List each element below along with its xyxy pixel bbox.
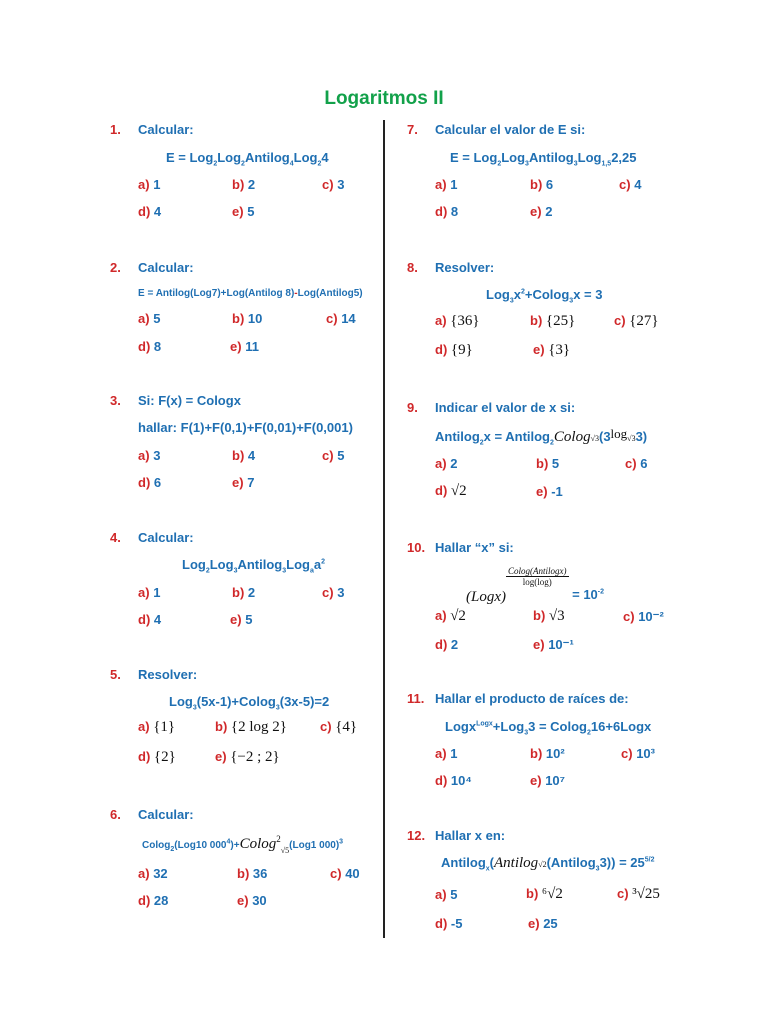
problem-prompt: Calcular el valor de E si: [435,122,586,137]
option-c[interactable]: c) 40 [330,866,360,881]
option-c[interactable]: c) {27} [614,313,659,329]
problem-4-formula: $Log_2Log_3Antilog_3Log_aa^2$ [182,557,326,575]
page-title: Logaritmos II [324,88,444,109]
option-b[interactable]: b) 5 [536,456,560,471]
option-e[interactable]: e) 5 [230,612,253,627]
option-c[interactable]: c) 4 [619,177,642,192]
problem-3-formula: hallar: F(1)+F(0,1)+F(0,01)+F(0,001) [138,420,353,435]
option-b[interactable]: b) 2 [232,585,256,600]
option-d[interactable]: d) 28 [138,893,169,908]
option-c[interactable]: c) 5 [322,448,345,463]
problem-number: 9. [407,400,418,415]
option-d[interactable]: d) 2 [435,637,459,652]
problem-10-formula: (Logx) $\frac{\text{Colog(Antilogx)}}{\log(\log)}$ = $10^{-2}$ [466,566,605,605]
option-e[interactable]: e) 10⁷ [530,773,566,788]
problem-number: 10. [407,540,426,555]
problem-12-formula: Antilog$_x$(Antilog√2(Antilog$_3$3)) = $25^{5/2}$ [441,855,655,873]
option-d[interactable]: d) 4 [138,612,162,627]
option-d[interactable]: d) √2 [435,483,467,499]
option-c[interactable]: c) 6 [625,456,648,471]
option-a[interactable]: a) 1 [435,177,458,192]
problem-prompt: Resolver: [138,667,198,682]
option-e[interactable]: e) 7 [232,475,255,490]
problem-number: 11. [407,691,425,706]
problem-5-formula: Log$_3$(5x-1)+Colog$_3$(3x-5)=2 [169,694,330,712]
option-e[interactable]: e) 5 [232,204,255,219]
problem-number: 3. [110,393,121,408]
option-c[interactable]: c) 14 [326,311,356,326]
option-b[interactable]: b) 10 [232,311,263,326]
option-d[interactable]: d) {9} [435,342,473,358]
option-a[interactable]: a) {36} [435,313,480,329]
problem-6-formula: Colog$_2$(Log10 $000^4)+Colog2_{√5}(Log1$ 000)$^3$ [142,834,344,855]
problem-number: 8. [407,260,418,275]
option-c[interactable]: c) {4} [320,719,358,735]
option-a[interactable]: a) 1 [138,585,161,600]
problem-number: 7. [407,122,418,137]
problem-number: 1. [110,122,121,137]
option-d[interactable]: d) 4 [138,204,162,219]
problem-prompt: Calcular: [138,530,194,545]
problem-1-formula: E = Log$_2$Log$_2$Antilog$_4$Log$_2$4 [166,150,329,168]
option-b[interactable]: b) √3 [533,608,565,624]
problem-prompt: Hallar x en: [435,828,506,843]
option-a[interactable]: a) 3 [138,448,161,463]
option-b[interactable]: b) 4 [232,448,256,463]
option-b[interactable]: b) 10² [530,746,565,761]
problem-number: 6. [110,807,121,822]
option-b[interactable]: b) 2 [232,177,256,192]
problem-prompt: Calcular: [138,807,194,822]
column-divider [383,120,385,938]
problem-7-formula: E = Log$_2$Log$_3$Antilog$_3$Log$_{1,5}$2,25 [450,150,637,168]
option-e[interactable]: e) 2 [530,204,553,219]
option-b[interactable]: b) {2 log 2} [215,719,287,735]
problem-11-formula: Logx$^{Logx}$+Log$_3$3 = Colog$_2$16+6Logx [445,719,652,737]
option-e[interactable]: e) {3} [533,342,571,358]
problem-prompt: Calcular: [138,260,194,275]
problem-8-formula: $Log_3x^2+Colog_3x = 3$ [486,287,603,305]
problem-prompt: Hallar el producto de raíces de: [435,691,629,706]
option-c[interactable]: c) 3 [322,177,345,192]
problem-prompt: Resolver: [435,260,495,275]
option-a[interactable]: a) 1 [435,746,458,761]
option-e[interactable]: e) 25 [528,916,558,931]
option-d[interactable]: d) 6 [138,475,162,490]
option-a[interactable]: a) 2 [435,456,458,471]
option-d[interactable]: d) 8 [435,204,459,219]
option-a[interactable]: a) √2 [435,608,466,624]
option-a[interactable]: a) {1} [138,719,176,735]
option-b[interactable]: b) 6 [530,177,554,192]
option-b[interactable]: b) 36 [237,866,268,881]
option-e[interactable]: e) 30 [237,893,267,908]
problem-number: 2. [110,260,121,275]
problem-prompt: Indicar el valor de x si: [435,400,576,415]
option-e[interactable]: e) 10⁻¹ [533,637,574,652]
option-e[interactable]: e) {−2 ; 2} [215,749,280,765]
option-e[interactable]: e) -1 [536,484,563,499]
option-a[interactable]: a) 5 [138,311,161,326]
option-d[interactable]: d) {2} [138,749,176,765]
problem-number: 4. [110,530,121,545]
problem-number: 5. [110,667,121,682]
problem-number: 12. [407,828,426,843]
option-a[interactable]: a) 1 [138,177,161,192]
problem-prompt: Calcular: [138,122,194,137]
option-c[interactable]: c) ³√25 [617,886,660,902]
option-c[interactable]: c) 10³ [621,746,655,761]
problem-prompt: Hallar “x” si: [435,540,514,555]
option-d[interactable]: d) 8 [138,339,162,354]
option-c[interactable]: c) 3 [322,585,345,600]
option-d[interactable]: d) -5 [435,916,463,931]
option-d[interactable]: d) 10⁴ [435,773,472,788]
option-c[interactable]: c) 10⁻² [623,609,664,624]
option-e[interactable]: e) 11 [230,339,259,354]
option-a[interactable]: a) 5 [435,887,458,902]
option-a[interactable]: a) 32 [138,866,168,881]
problem-prompt: Si: F(x) = Cologx [138,393,241,408]
problem-2-formula: E = Antilog(Log7)+Log(Antilog 8)-Log(Antilog5) [138,288,363,299]
option-b[interactable]: b) ⁶√2 [526,886,563,902]
problem-9-formula: Antilog$_2$x = Antilog$_2$Colog√3(3log√33) [435,426,648,447]
option-b[interactable]: b) {25} [530,313,576,329]
